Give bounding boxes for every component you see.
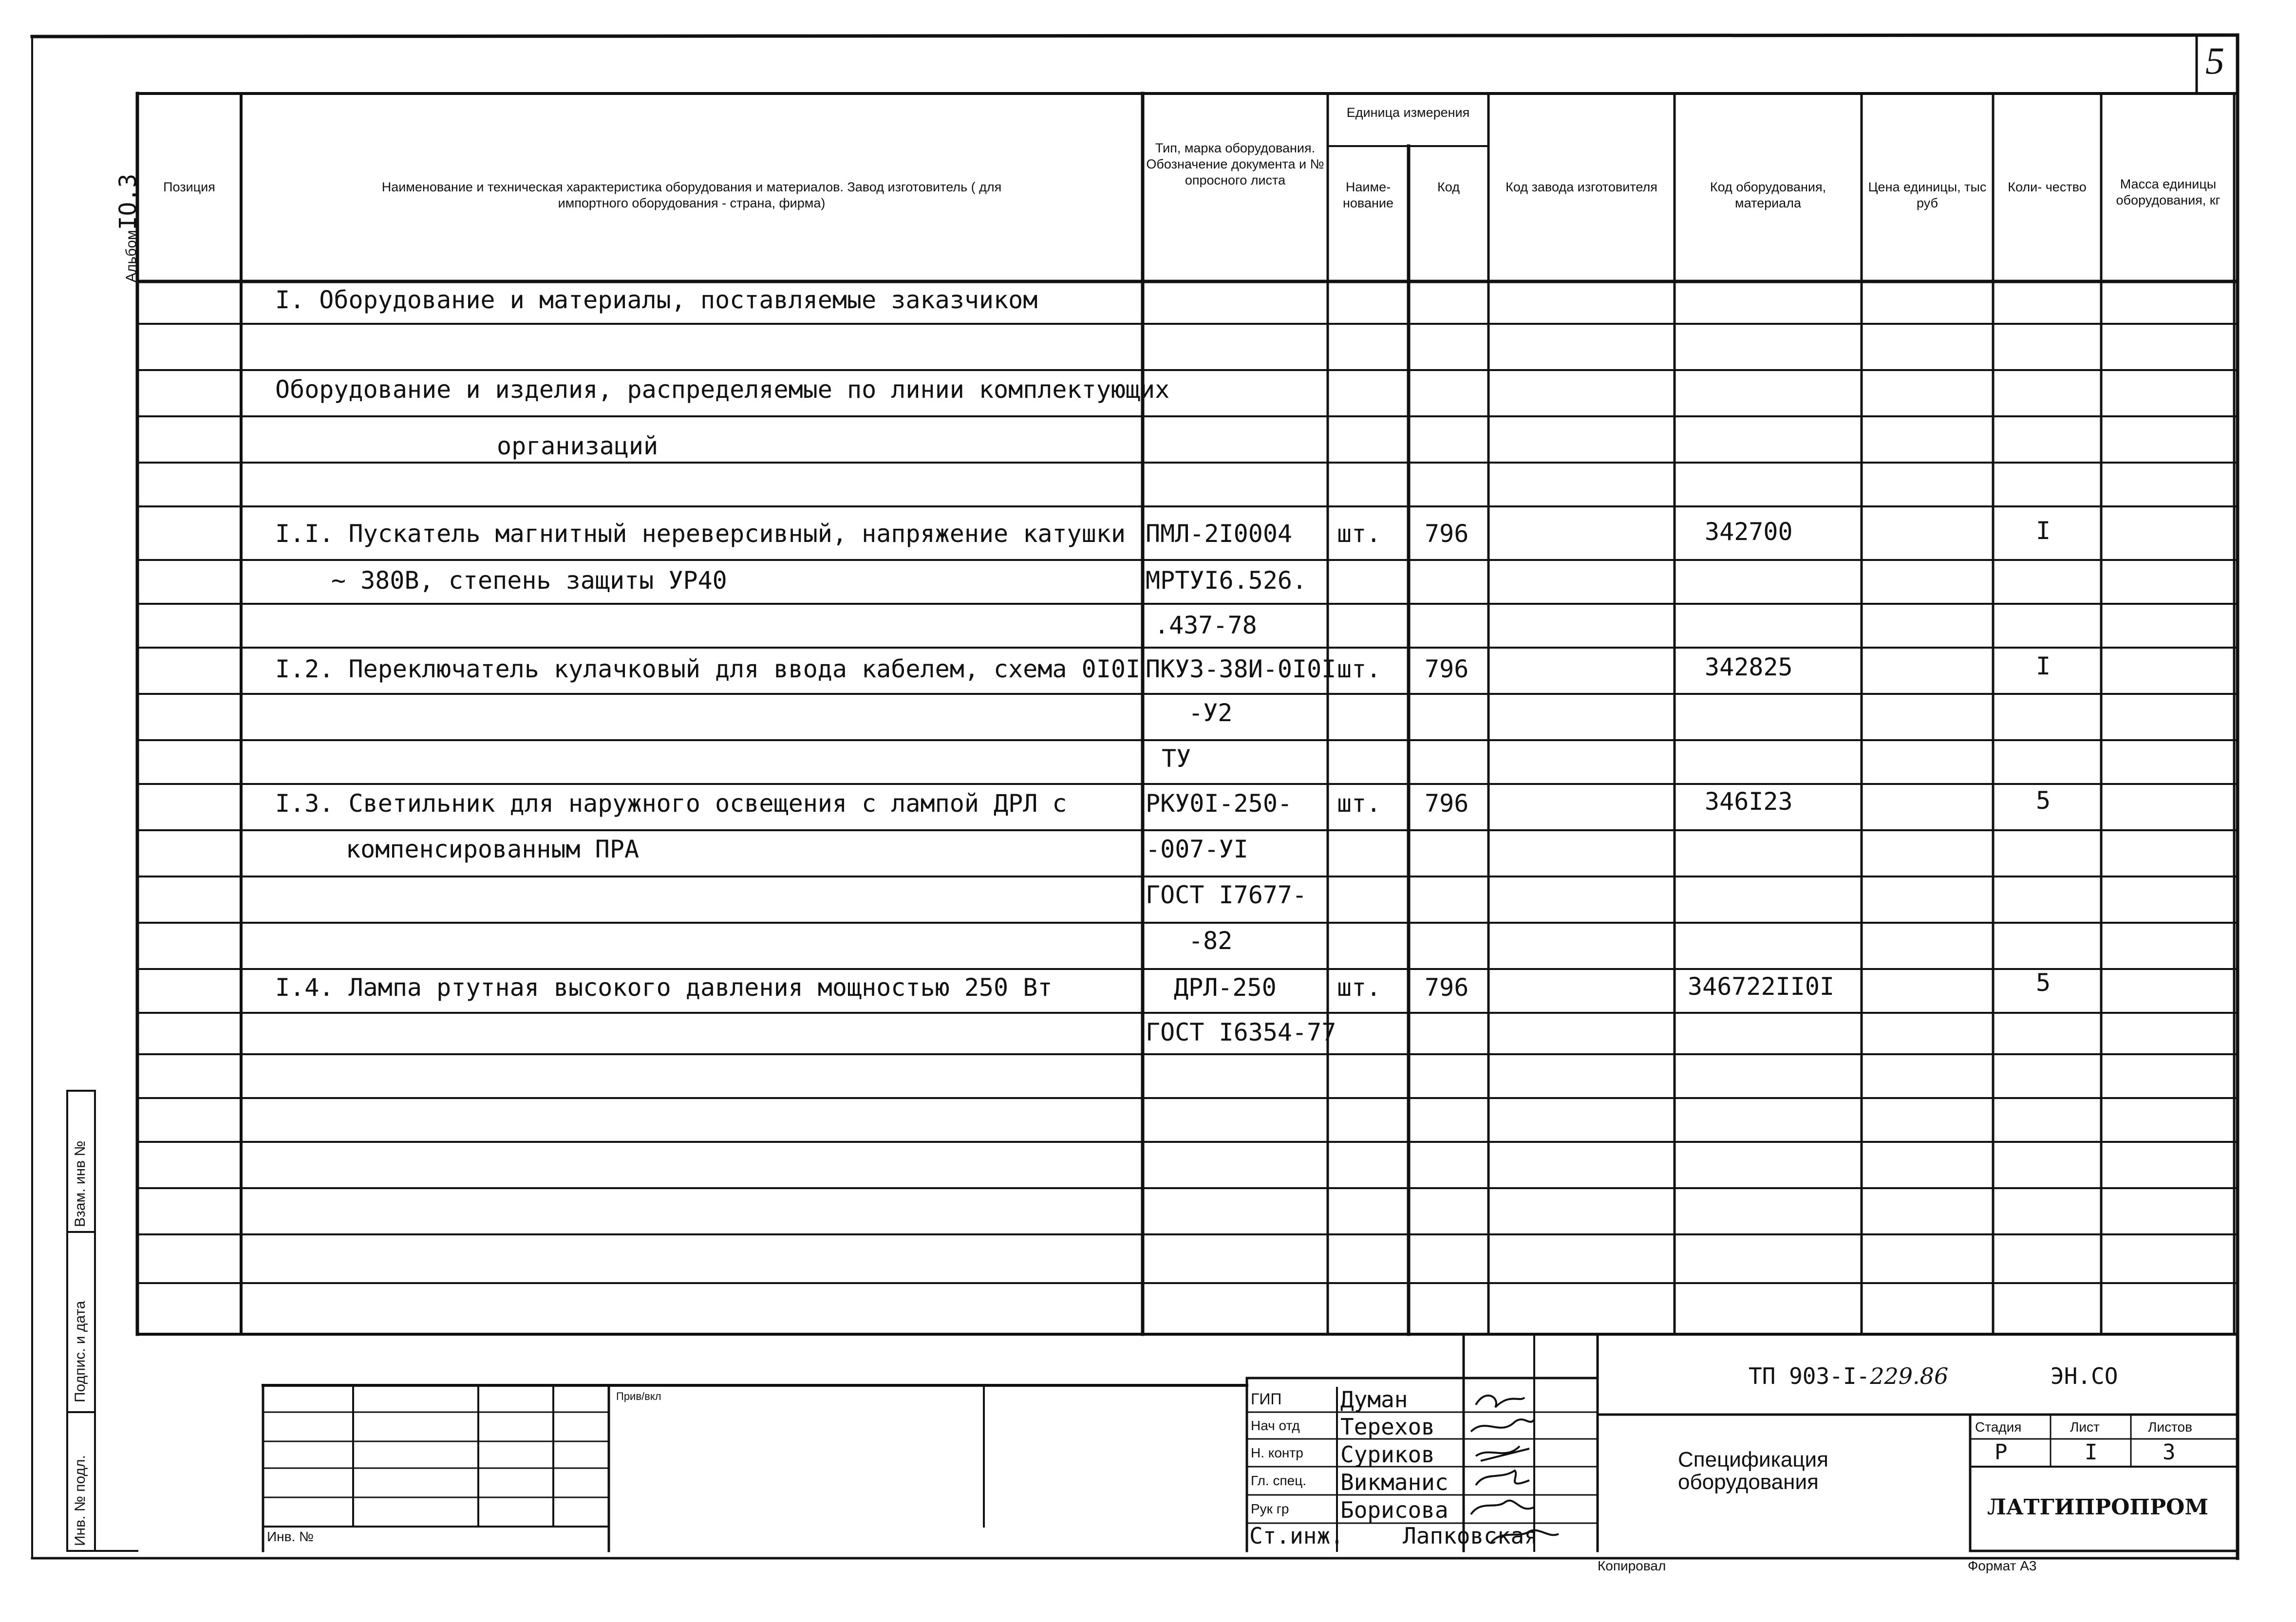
item-type-cont: .437-78 — [1154, 611, 1257, 639]
header-equipment-code: Код оборудования, материала — [1710, 180, 1826, 210]
document-code-handwritten: 229.86 — [1870, 1363, 1949, 1389]
subsection-title-line2: организаций — [497, 432, 659, 460]
header-position: Позиция — [163, 180, 215, 194]
header-factory-code: Код завода изготовителя — [1506, 180, 1657, 194]
sheets-label: Листов — [2148, 1419, 2192, 1435]
document-code-printed: ТП 903-I- — [1749, 1363, 1870, 1389]
item-type-cont: -У2 — [1188, 699, 1233, 727]
item-quantity: 5 — [2036, 786, 2051, 815]
item-type: РКУ0I-250- — [1146, 789, 1293, 818]
format-label: Формат А3 — [1968, 1558, 2037, 1573]
item-name-cont: ~ 380В, степень защиты УР40 — [331, 566, 727, 595]
role-senior-engineer: Ст.инж. — [1249, 1523, 1344, 1549]
header-price: Цена единицы, тыс руб — [1868, 180, 1987, 210]
header-quantity: Коли- чество — [2008, 180, 2087, 194]
item-type-cont: МРТУI6.526. — [1146, 566, 1307, 595]
signer-name: Думан — [1340, 1386, 1408, 1413]
header-unit-code: Код — [1437, 180, 1460, 194]
role-chief-engineer: ГИП — [1251, 1390, 1282, 1408]
item-name: I.4. Лампа ртутная высокого давления мощностью 250 Вт — [275, 973, 1053, 1002]
item-name: I.3. Светильник для наружного освещения с лампой ДРЛ с — [275, 789, 1067, 818]
sheets-value: 3 — [2163, 1440, 2176, 1465]
header-unit-group: Единица измерения — [1346, 105, 1470, 120]
document-title: Спецификация оборудования — [1678, 1448, 1828, 1494]
item-type-cont: -82 — [1188, 927, 1233, 955]
item-equipment-code: 342700 — [1705, 518, 1793, 546]
item-quantity: I — [2036, 517, 2051, 545]
item-type: ПМЛ-2I0004 — [1146, 520, 1293, 548]
item-type: ПКУ3-38И-0I0I — [1146, 655, 1336, 683]
document-code — [1749, 1363, 1948, 1389]
item-unit-code: 796 — [1425, 520, 1469, 548]
item-equipment-code: 342825 — [1705, 653, 1793, 681]
role-norm-control: Н. контр — [1251, 1445, 1303, 1460]
inventory-number-label: Инв. № — [267, 1529, 314, 1544]
item-type-cont: ГОСТ I6354-77 — [1146, 1018, 1336, 1046]
item-unit-code: 796 — [1425, 789, 1469, 818]
signer-name: Лапковская — [1403, 1523, 1538, 1549]
signature-marks — [1471, 1396, 1559, 1544]
stage-label: Стадия — [1975, 1419, 2022, 1435]
item-name: I.I. Пускатель магнитный нереверсивный, напряжение катушки — [275, 520, 1126, 548]
item-unit: шт. — [1337, 973, 1381, 1002]
item-type: ДРЛ-250 — [1174, 973, 1277, 1002]
album-label-text: Альбом — [123, 230, 139, 282]
item-quantity: 5 — [2036, 969, 2051, 997]
signer-name: Борисова — [1340, 1497, 1449, 1523]
item-type-cont: ГОСТ I7677- — [1146, 881, 1307, 909]
item-equipment-code: 346I23 — [1705, 787, 1793, 816]
label-signature-date: Подпис. и дата — [72, 1301, 88, 1402]
item-type-cont: -007-УI — [1146, 835, 1248, 863]
item-unit: шт. — [1337, 789, 1381, 818]
item-quantity: I — [2036, 652, 2051, 680]
attachment-note: Прив/вкл — [616, 1390, 661, 1402]
signer-name: Терехов — [1340, 1414, 1435, 1440]
item-equipment-code: 346722II0I — [1688, 972, 1835, 1001]
sheet-value: I — [2085, 1440, 2098, 1465]
label-original-inventory: Инв. № подл. — [72, 1455, 88, 1546]
header-unit-name: Наиме- нование — [1343, 180, 1393, 210]
sheet-number: 5 — [2205, 39, 2224, 82]
item-name: I.2. Переключатель кулачковый для ввода кабелем, схема 0I0I — [275, 655, 1141, 683]
role-group-leader: Рук гр — [1251, 1501, 1289, 1516]
header-type: Тип, марка оборудования. Обозначение документа и № опросного листа — [1146, 141, 1324, 187]
subsection-title-line1: Оборудование и изделия, распределяемые по линии комплектующих — [275, 375, 1170, 404]
document-suffix: ЭН.СО — [2051, 1363, 2118, 1389]
organization-name: ЛАТГИПРОПРОМ — [1987, 1495, 2209, 1520]
item-name-cont: компенсированным ПРА — [346, 835, 640, 863]
sheet-label: Лист — [2070, 1419, 2100, 1435]
item-unit: шт. — [1337, 520, 1381, 548]
item-unit-code: 796 — [1425, 655, 1469, 683]
role-department-head: Нач отд — [1251, 1418, 1300, 1433]
section-title: I. Оборудование и материалы, поставляемые заказчиком — [275, 286, 1038, 314]
signer-name: Суриков — [1340, 1441, 1435, 1468]
album-value: IO.3 — [114, 173, 142, 230]
role-chief-specialist: Гл. спец. — [1251, 1473, 1307, 1488]
label-replacement-inventory: Взам. инв № — [72, 1140, 88, 1227]
header-mass: Масса единицы оборудования, кг — [2116, 177, 2221, 207]
signer-name: Викманис — [1340, 1469, 1449, 1495]
stage-value: Р — [1995, 1440, 2008, 1465]
copied-by-label: Копировал — [1598, 1558, 1666, 1573]
header-name: Наименование и техническая характеристика оборудования и материалов. Завод изготовитель ( для импортного оборудования - страна, фирма) — [381, 180, 1002, 210]
item-unit-code: 796 — [1425, 973, 1469, 1002]
item-type-cont: ТУ — [1162, 745, 1191, 773]
item-unit: шт. — [1337, 655, 1381, 683]
